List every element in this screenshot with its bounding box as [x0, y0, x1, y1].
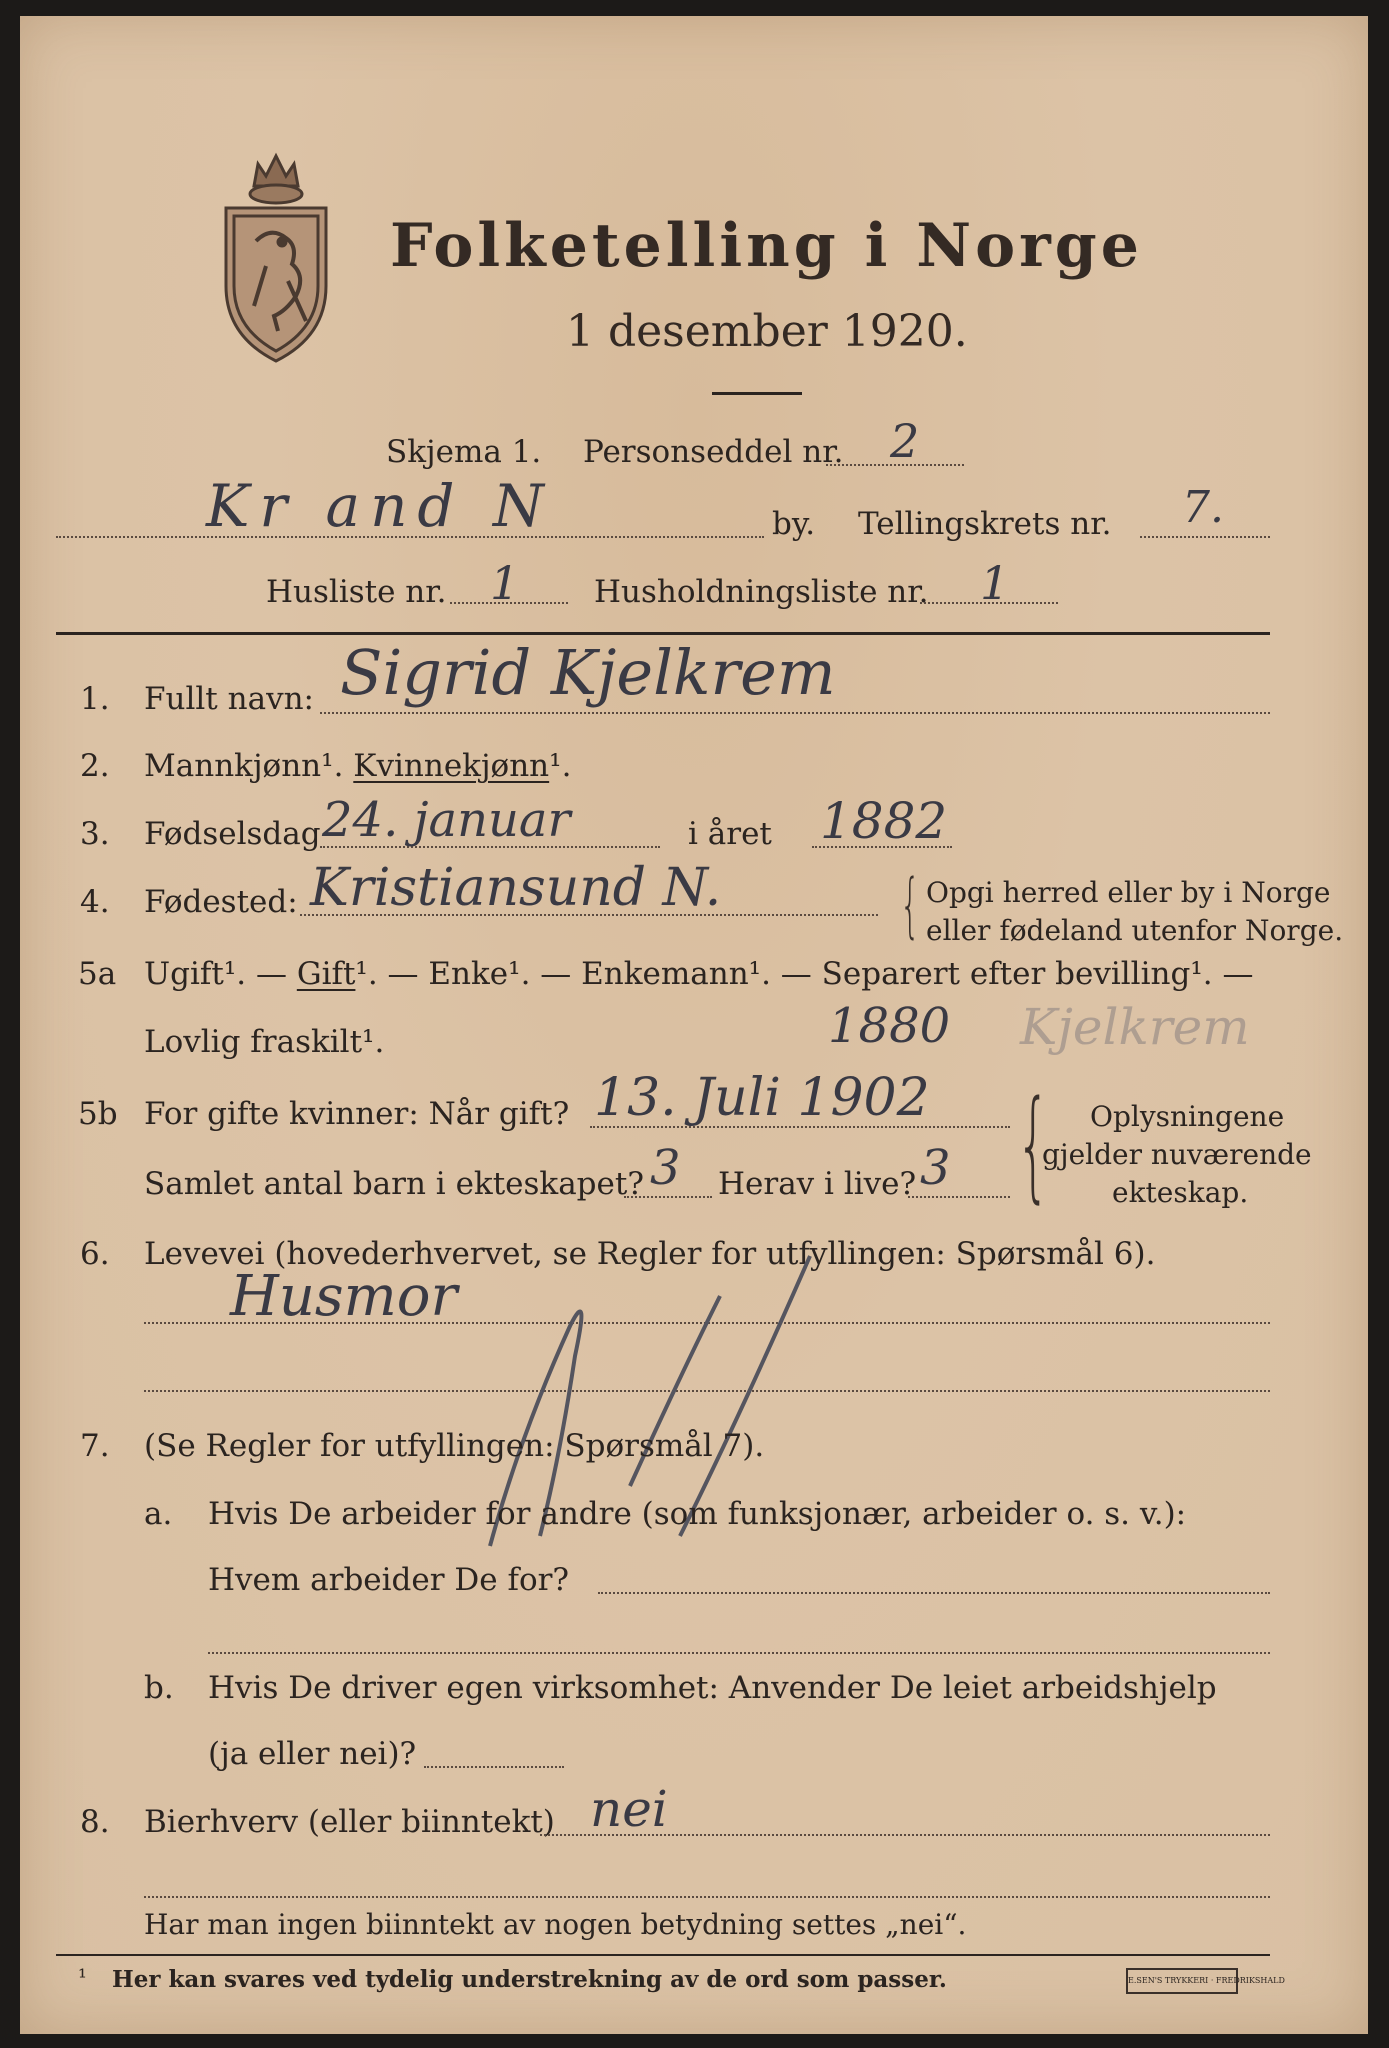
q4-number: 4. — [80, 884, 110, 920]
q8-value[interactable]: nei — [590, 1780, 668, 1838]
q6-number: 6. — [80, 1236, 110, 1272]
q4-birthplace-value[interactable]: Kristiansund N. — [310, 858, 722, 918]
by-label: by. — [772, 506, 816, 542]
q7-number: 7. — [80, 1428, 110, 1464]
q4-note-line2: eller fødeland utenfor Norge. — [926, 914, 1344, 947]
q7-label: (Se Regler for utfyllingen: Spørsmål 7). — [144, 1428, 765, 1464]
footer-divider — [56, 1954, 1270, 1956]
husholdningsliste-value[interactable]: 1 — [980, 556, 1010, 610]
q5a-number: 5a — [78, 956, 117, 992]
header-divider — [56, 632, 1270, 635]
q1-label: Fullt navn: — [144, 681, 314, 717]
husliste-value[interactable]: 1 — [490, 556, 520, 610]
q5a-annotation-year: 1880 — [828, 998, 951, 1054]
q5b-married-date-value[interactable]: 13. Juli 1902 — [594, 1068, 930, 1128]
personseddel-label: Personseddel nr. — [583, 434, 844, 470]
q3-year-label: i året — [688, 816, 772, 852]
personseddel-value[interactable]: 2 — [890, 414, 920, 468]
q7a-field-line-1[interactable] — [598, 1592, 1270, 1594]
q5b-children-value[interactable]: 3 — [650, 1140, 681, 1196]
q7a-question: Hvem arbeider De for? — [208, 1562, 570, 1598]
husliste-label: Husliste nr. — [266, 574, 447, 610]
q5b-number: 5b — [78, 1096, 118, 1132]
q5b-note-brace: { — [1016, 1076, 1051, 1215]
footnote-mark: ¹ — [78, 1966, 87, 1991]
husholdningsliste-label: Husholdningsliste nr. — [594, 574, 929, 610]
q5a-ugift[interactable]: Ugift¹. — — [144, 956, 287, 992]
q7a-letter: a. — [144, 1496, 173, 1532]
q7a-text: Hvis De arbeider for andre (som funksjonær, arbeider o. s. v.): — [208, 1496, 1187, 1532]
q7b-text: Hvis De driver egen virksomhet: Anvender De leiet arbeidshjelp — [208, 1670, 1217, 1706]
q3-birthday-value[interactable]: 24. januar — [322, 792, 571, 848]
skjema-label: Skjema 1. — [386, 434, 542, 470]
census-form-sheet — [20, 16, 1368, 2034]
q5a-annotation-name: Kjelkrem — [1020, 998, 1250, 1056]
q1-full-name-value[interactable]: Sigrid Kjelkrem — [340, 636, 836, 709]
q4-note-line1: Opgi herred eller by i Norge — [926, 876, 1331, 909]
q2-kvinne-footnote: ¹. — [549, 748, 572, 784]
municipality-value[interactable]: Kr and N — [206, 472, 554, 540]
q2-options — [144, 748, 571, 784]
form-title: Folketelling i Norge — [390, 211, 1143, 281]
q1-field-line — [320, 712, 1270, 714]
q6-occupation-value[interactable]: Husmor — [230, 1264, 458, 1329]
q5a-other-options[interactable]: ¹. — Enke¹. — Enkemann¹. — Separert efter bevilling¹. — — [355, 956, 1254, 992]
q4-note-brace: { — [900, 864, 921, 946]
q5b-alive-field-line — [908, 1196, 1010, 1198]
municipality-field-line — [56, 536, 764, 538]
q5b-children-field-line — [624, 1196, 712, 1198]
q8-field-line-2 — [144, 1896, 1270, 1898]
q4-label: Fødested: — [144, 884, 298, 920]
q2-number: 2. — [80, 748, 110, 784]
q5a-gift-underlined[interactable]: Gift — [296, 956, 356, 992]
tellingskrets-label: Tellingskrets nr. — [858, 506, 1112, 542]
coat-of-arms-emblem — [216, 146, 336, 371]
q5b-alive-label: Herav i live? — [718, 1166, 917, 1202]
q5b-note-line2: gjelder nuværende — [1042, 1138, 1312, 1171]
q8-label: Bierhverv (eller biinntekt) — [144, 1804, 555, 1840]
q2-kvinnekjonn-underlined[interactable]: Kvinnekjønn — [353, 748, 550, 784]
q6-label: Levevei (hovederhvervet, se Regler for utfyllingen: Spørsmål 6). — [144, 1236, 1156, 1272]
q7b-field-line[interactable] — [424, 1766, 564, 1768]
q5b-alive-value[interactable]: 3 — [920, 1140, 951, 1196]
footnote-text: Her kan svares ved tydelig understrekning av de ord som passer. — [112, 1966, 947, 1993]
tellingskrets-field-line — [1140, 536, 1270, 538]
q3-number: 3. — [80, 816, 110, 852]
tellingskrets-value[interactable]: 7. — [1182, 482, 1224, 533]
q2-mannkjonn[interactable]: Mannkjønn¹. — [144, 748, 344, 784]
printer-stamp: E.SEN'S TRYKKERI · FREDRIKSHALD — [1126, 1968, 1238, 1994]
q5b-children-label: Samlet antal barn i ekteskapet? — [144, 1166, 644, 1202]
q3-label: Fødselsdag — [144, 816, 321, 852]
q7b-question: (ja eller nei)? — [208, 1736, 417, 1772]
q5b-label: For gifte kvinner: Når gift? — [144, 1096, 570, 1132]
census-date: 1 desember 1920. — [566, 306, 968, 357]
footer-note: Har man ingen biinntekt av nogen betydning settes „nei“. — [144, 1908, 967, 1941]
title-divider — [712, 392, 802, 395]
q8-number: 8. — [80, 1804, 110, 1840]
q5b-note-line3: ekteskap. — [1112, 1176, 1249, 1209]
q5a-lovlig-fraskilt[interactable]: Lovlig fraskilt¹. — [144, 1024, 385, 1060]
q5b-note-line1: Oplysningene — [1090, 1100, 1285, 1133]
q1-number: 1. — [80, 681, 110, 717]
q3-birth-year-value[interactable]: 1882 — [820, 792, 948, 850]
q7b-letter: b. — [144, 1670, 174, 1706]
q7a-field-line-2[interactable] — [208, 1652, 1270, 1654]
q5a-options — [144, 956, 1253, 992]
